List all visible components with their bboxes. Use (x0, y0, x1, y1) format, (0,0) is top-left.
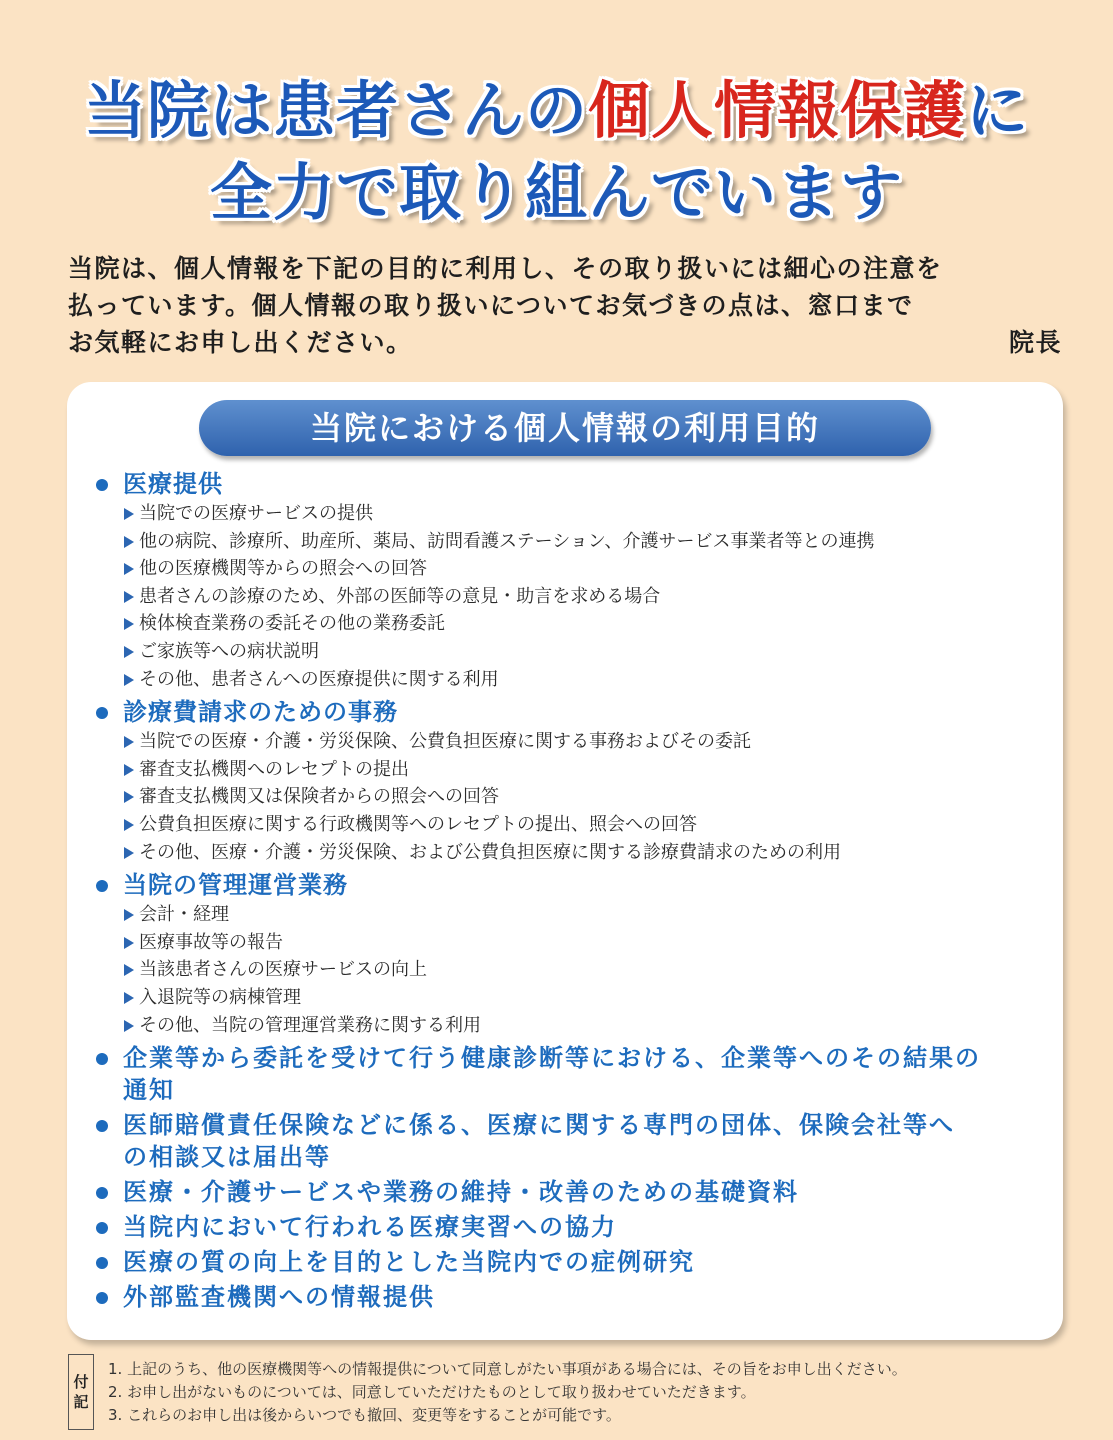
triangle-bullet-icon (124, 618, 134, 630)
footnotes (68, 1354, 1068, 1430)
triangle-bullet-icon (124, 1020, 134, 1032)
list-item-text: 当該患者さんの医療サービスの向上 (139, 959, 427, 981)
purpose-item (91, 1246, 1041, 1278)
triangle-bullet-icon (124, 591, 134, 603)
list-item (91, 1012, 1041, 1040)
purpose-item (91, 1281, 1041, 1313)
triangle-bullet-icon (124, 992, 134, 1004)
purpose-item (91, 1042, 1041, 1106)
page-title (0, 70, 1113, 234)
footnote-item: 2. お申し出がないものについては、同意していただけたものとして取り扱わせていただきます。 (108, 1383, 756, 1401)
bullet-icon (96, 707, 108, 719)
triangle-bullet-icon (124, 819, 134, 831)
section-heading (91, 869, 1041, 901)
purpose-text: 医療の質の向上を目的とした当院内での症例研究 (123, 1248, 695, 1277)
list-item (91, 929, 1041, 957)
purpose-item (91, 1109, 1041, 1173)
bullet-icon (96, 1120, 108, 1132)
bullet-icon (96, 1222, 108, 1234)
intro-line: お気軽にお申し出ください。 (68, 328, 413, 357)
list-item (91, 811, 1041, 839)
section-heading (91, 468, 1041, 500)
list-item (91, 728, 1041, 756)
list-item (91, 984, 1041, 1012)
list-item (91, 783, 1041, 811)
list-item-text: ご家族等への病状説明 (139, 640, 319, 662)
title-highlight: 個人情報保護 (587, 74, 966, 147)
list-item-text: 入退院等の病棟管理 (139, 986, 301, 1008)
list-item-text: 他の病院、診療所、助産所、薬局、訪問看護ステーション、介護サービス事業者等との連携 (139, 530, 875, 552)
list-item (91, 839, 1041, 867)
list-item (91, 901, 1041, 929)
title-text: 当院は患者さんの (83, 74, 588, 147)
purpose-text: の相談又は届出等 (123, 1143, 331, 1172)
list-item-text: 当院での医療サービスの提供 (139, 503, 373, 524)
intro-line: 払っています。個人情報の取り扱いについてお気づきの点は、窓口まで (68, 291, 914, 320)
title-text: に (966, 74, 1030, 147)
intro-line: 当院は、個人情報を下記の目的に利用し、その取り扱いには細心の注意を (68, 254, 943, 283)
list-item-text: 審査支払機関又は保険者からの照会への回答 (139, 786, 499, 808)
list-item-text: 当院での医療・介護・労災保険、公費負担医療に関する事務およびその委託 (139, 731, 751, 753)
purpose-text: 外部監査機関への情報提供 (123, 1283, 435, 1312)
purpose-text: 医師賠償責任保険などに係る、医療に関する専門の団体、保険会社等へ (123, 1111, 955, 1140)
list-item-text: 審査支払機関へのレセプトの提出 (139, 758, 409, 780)
section-banner: 当院における個人情報の利用目的 (199, 400, 931, 456)
list-item (91, 666, 1041, 694)
section-heading (91, 696, 1041, 728)
triangle-bullet-icon (124, 791, 134, 803)
triangle-bullet-icon (124, 646, 134, 658)
triangle-bullet-icon (124, 736, 134, 748)
list-item (91, 583, 1041, 611)
purpose-text: 企業等から委託を受けて行う健康診断等における、企業等へのその結果の (123, 1044, 981, 1073)
triangle-bullet-icon (124, 937, 134, 949)
signature: 院長 (1008, 328, 1062, 357)
title-line-2: 全力で取り組んでいます (209, 156, 903, 229)
bullet-icon (96, 1292, 108, 1304)
list-item-text: 医療事故等の報告 (139, 931, 283, 953)
purpose-text: 医療・介護サービスや業務の維持・改善のための基礎資料 (123, 1178, 799, 1207)
bullet-icon (96, 1187, 108, 1199)
list-item (91, 956, 1041, 984)
purpose-item (91, 1176, 1041, 1208)
footnote-item: 3. これらのお申し出は後からいつでも撤回、変更等をすることが可能です。 (108, 1406, 621, 1424)
list-item (91, 638, 1041, 666)
footnote-label-text: 付 (73, 1373, 89, 1391)
bullet-icon (96, 1053, 108, 1065)
purpose-list (91, 468, 1041, 1313)
list-item-text: その他、当院の管理運営業務に関する利用 (139, 1014, 481, 1036)
triangle-bullet-icon (124, 909, 134, 921)
footnote-item: 1. 上記のうち、他の医療機関等への情報提供について同意しがたい事項がある場合には、その旨をお申し出ください。 (108, 1360, 907, 1378)
list-item-text: 検体検査業務の委託その他の業務委託 (139, 613, 445, 635)
list-item (91, 555, 1041, 583)
list-item-text: その他、医療・介護・労災保険、および公費負担医療に関する診療費請求のための利用 (139, 841, 841, 863)
section-heading-text: 医療提供 (123, 470, 223, 498)
list-item-text: 公費負担医療に関する行政機関等へのレセプトの提出、照会への回答 (139, 813, 697, 835)
list-item (91, 610, 1041, 638)
purpose-text: 通知 (123, 1076, 175, 1105)
list-item-text: 他の医療機関等からの照会への回答 (139, 558, 427, 580)
purpose-item (91, 1211, 1041, 1243)
triangle-bullet-icon (124, 674, 134, 686)
section-heading-text: 当院の管理運営業務 (123, 871, 348, 900)
section-heading-text: 診療費請求のための事務 (123, 698, 398, 727)
triangle-bullet-icon (124, 508, 134, 520)
footnote-label-text: 記 (73, 1393, 89, 1411)
triangle-bullet-icon (124, 847, 134, 859)
footnote-label (68, 1354, 94, 1430)
list-item (91, 756, 1041, 784)
triangle-bullet-icon (124, 964, 134, 976)
bullet-icon (96, 1257, 108, 1269)
bullet-icon (96, 479, 108, 491)
triangle-bullet-icon (124, 563, 134, 575)
list-item-text: 会計・経理 (139, 904, 229, 926)
title-line-1 (0, 70, 1113, 152)
list-item-text: その他、患者さんへの医療提供に関する利用 (139, 668, 499, 690)
triangle-bullet-icon (124, 536, 134, 548)
list-item-text: 患者さんの診療のため、外部の医師等の意見・助言を求める場合 (139, 585, 661, 607)
purpose-text: 当院内において行われる医療実習への協力 (123, 1213, 617, 1242)
list-item (91, 500, 1041, 528)
purpose-card (67, 382, 1063, 1340)
list-item (91, 528, 1041, 556)
footnote-list (108, 1358, 907, 1427)
intro-paragraph (68, 250, 1062, 361)
bullet-icon (96, 880, 108, 892)
triangle-bullet-icon (124, 764, 134, 776)
